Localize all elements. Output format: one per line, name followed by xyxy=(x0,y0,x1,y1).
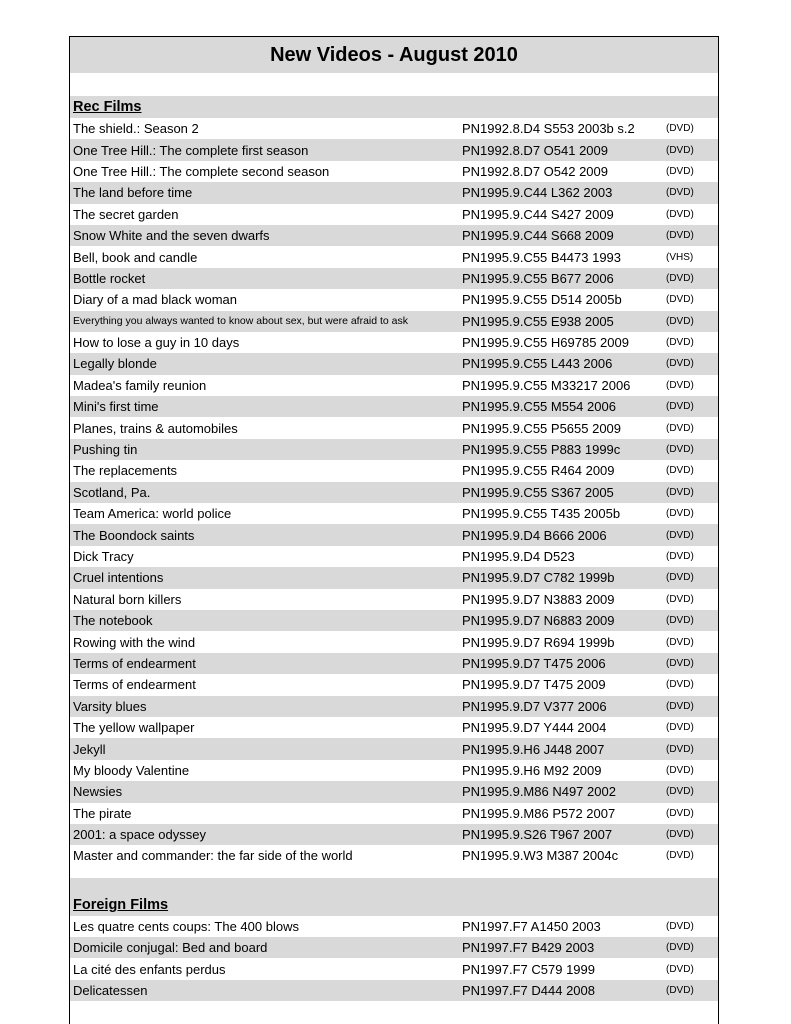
video-title: The replacements xyxy=(73,463,178,479)
call-number: PN1992.8.D7 O541 2009 xyxy=(462,142,608,158)
sections-container xyxy=(70,96,718,1001)
call-number: PN1995.9.C55 B677 2006 xyxy=(462,270,614,286)
format-label: (DVD) xyxy=(666,657,694,669)
call-number: PN1995.9.M86 P572 2007 xyxy=(462,805,616,821)
video-title: Everything you always wanted to know about sex, but were afraid to ask xyxy=(73,315,409,328)
call-number: PN1995.9.D7 R694 1999b xyxy=(462,634,615,650)
list-item xyxy=(70,738,718,759)
format-label: (DVD) xyxy=(666,722,694,734)
spacer-row xyxy=(70,867,718,878)
call-number: PN1992.8.D4 S553 2003b s.2 xyxy=(462,121,635,137)
list-item xyxy=(70,824,718,845)
video-title: Planes, trains & automobiles xyxy=(73,420,238,436)
video-title: Diary of a mad black woman xyxy=(73,292,238,308)
video-title: Newsies xyxy=(73,784,123,800)
call-number: PN1995.9.C55 L443 2006 xyxy=(462,356,613,372)
list-item xyxy=(70,696,718,717)
format-label: (DVD) xyxy=(666,165,694,177)
list-item xyxy=(70,760,718,781)
call-number: PN1995.9.C55 S367 2005 xyxy=(462,484,614,500)
video-title: Scotland, Pa. xyxy=(73,484,151,500)
format-label: (DVD) xyxy=(666,315,694,327)
format-label: (DVD) xyxy=(666,807,694,819)
spacer-row xyxy=(70,73,718,96)
video-title: Domicile conjugal: Bed and board xyxy=(73,940,268,956)
call-number: PN1995.9.C55 E938 2005 xyxy=(462,313,614,329)
format-label: (DVD) xyxy=(666,679,694,691)
format-label: (DVD) xyxy=(666,486,694,498)
list-item xyxy=(70,311,718,332)
video-title: The Boondock saints xyxy=(73,527,195,543)
call-number: PN1995.9.D7 V377 2006 xyxy=(462,698,607,714)
video-title: Cruel intentions xyxy=(73,570,164,586)
call-number: PN1995.9.D7 Y444 2004 xyxy=(462,720,607,736)
call-number: PN1995.9.H6 M92 2009 xyxy=(462,762,602,778)
format-label: (DVD) xyxy=(666,508,694,520)
video-title: Team America: world police xyxy=(73,506,232,522)
call-number: PN1995.9.D7 C782 1999b xyxy=(462,570,615,586)
call-number: PN1995.9.D7 T475 2006 xyxy=(462,655,606,671)
list-item xyxy=(70,225,718,246)
video-title: Les quatre cents coups: The 400 blows xyxy=(73,918,299,934)
list-item xyxy=(70,958,718,979)
video-title: Rowing with the wind xyxy=(73,634,196,650)
list-item xyxy=(70,417,718,438)
list-item xyxy=(70,332,718,353)
call-number: PN1995.9.C55 M554 2006 xyxy=(462,399,616,415)
list-item xyxy=(70,289,718,310)
call-number: PN1995.9.D7 N3883 2009 xyxy=(462,591,615,607)
video-title: 2001: a space odyssey xyxy=(73,827,206,843)
video-title: Bell, book and candle xyxy=(73,249,198,265)
video-title: The secret garden xyxy=(73,206,179,222)
video-title: La cité des enfants perdus xyxy=(73,961,226,977)
list-item xyxy=(70,610,718,631)
format-label: (DVD) xyxy=(666,942,694,954)
format-label: (DVD) xyxy=(666,850,694,862)
list-item xyxy=(70,803,718,824)
list-item xyxy=(70,845,718,866)
list-item xyxy=(70,589,718,610)
video-title: Master and commander: the far side of the world xyxy=(73,848,353,864)
call-number: PN1995.9.C55 T435 2005b xyxy=(462,506,621,522)
format-label: (VHS) xyxy=(666,251,694,263)
video-title: One Tree Hill.: The complete second season xyxy=(73,163,330,179)
video-title: Terms of endearment xyxy=(73,677,196,693)
list-item xyxy=(70,781,718,802)
list-item xyxy=(70,268,718,289)
call-number: PN1997.F7 A1450 2003 xyxy=(462,918,601,934)
format-label: (DVD) xyxy=(666,337,694,349)
format-label: (DVD) xyxy=(666,963,694,975)
list-item xyxy=(70,524,718,545)
call-number: PN1995.9.H6 J448 2007 xyxy=(462,741,605,757)
format-label: (DVD) xyxy=(666,272,694,284)
list-item xyxy=(70,460,718,481)
video-title: The pirate xyxy=(73,805,132,821)
call-number: PN1997.F7 B429 2003 xyxy=(462,940,595,956)
format-label: (DVD) xyxy=(666,615,694,627)
video-title: Bottle rocket xyxy=(73,270,146,286)
section-heading: Foreign Films xyxy=(73,896,169,913)
list-item xyxy=(70,139,718,160)
call-number: PN1995.9.D4 D523 xyxy=(462,549,575,564)
page-title: New Videos - August 2010 xyxy=(270,43,518,66)
call-number: PN1995.9.C44 S427 2009 xyxy=(462,206,614,222)
video-title: Jekyll xyxy=(73,741,106,757)
list-item xyxy=(70,503,718,524)
call-number: PN1995.9.C55 B4473 1993 xyxy=(462,249,622,265)
call-number: PN1995.9.D4 B666 2006 xyxy=(462,527,607,543)
list-item xyxy=(70,246,718,267)
format-label: (DVD) xyxy=(666,422,694,434)
list-item xyxy=(70,204,718,225)
format-label: (DVD) xyxy=(666,208,694,220)
format-label: (DVD) xyxy=(666,465,694,477)
list-item xyxy=(70,182,718,203)
list-item xyxy=(70,567,718,588)
call-number: PN1995.9.C44 L362 2003 xyxy=(462,185,613,201)
format-label: (DVD) xyxy=(666,920,694,932)
call-number: PN1995.9.C55 M33217 2006 xyxy=(462,377,631,393)
video-title: How to lose a guy in 10 days xyxy=(73,335,240,351)
format-label: (DVD) xyxy=(666,743,694,755)
video-title: Dick Tracy xyxy=(73,549,134,564)
call-number: PN1995.9.C44 S668 2009 xyxy=(462,228,614,244)
format-label: (DVD) xyxy=(666,230,694,242)
video-title: Natural born killers xyxy=(73,591,182,607)
call-number: PN1995.9.C55 R464 2009 xyxy=(462,463,615,479)
video-title: The yellow wallpaper xyxy=(73,720,195,736)
spacer-row xyxy=(70,878,718,894)
format-label: (DVD) xyxy=(666,144,694,156)
format-label: (DVD) xyxy=(666,786,694,798)
video-title: My bloody Valentine xyxy=(73,762,190,778)
list-item xyxy=(70,653,718,674)
call-number: PN1995.9.C55 P5655 2009 xyxy=(462,420,622,436)
video-title: Varsity blues xyxy=(73,698,147,714)
video-title: The shield.: Season 2 xyxy=(73,121,199,137)
call-number: PN1995.9.C55 H69785 2009 xyxy=(462,335,629,351)
format-label: (DVD) xyxy=(666,358,694,370)
list-item xyxy=(70,375,718,396)
format-label: (DVD) xyxy=(666,572,694,584)
video-title: Snow White and the seven dwarfs xyxy=(73,228,270,244)
list-item xyxy=(70,916,718,937)
call-number: PN1997.F7 D444 2008 xyxy=(462,983,595,999)
video-title: Terms of endearment xyxy=(73,655,196,671)
format-label: (DVD) xyxy=(666,379,694,391)
list-item xyxy=(70,546,718,567)
format-label: (DVD) xyxy=(666,123,694,135)
list-item xyxy=(70,980,718,1001)
list-item xyxy=(70,118,718,139)
call-number: PN1995.9.C55 D514 2005b xyxy=(462,292,622,308)
format-label: (DVD) xyxy=(666,294,694,306)
video-title: One Tree Hill.: The complete first season xyxy=(73,142,309,158)
list-item xyxy=(70,439,718,460)
page-title-row xyxy=(70,37,718,73)
format-label: (DVD) xyxy=(666,636,694,648)
call-number: PN1997.F7 C579 1999 xyxy=(462,961,595,977)
call-number: PN1992.8.D7 O542 2009 xyxy=(462,163,608,179)
video-title: The land before time xyxy=(73,185,193,201)
format-label: (DVD) xyxy=(666,985,694,997)
list-item xyxy=(70,937,718,958)
video-title: Delicatessen xyxy=(73,983,148,999)
format-label: (DVD) xyxy=(666,551,694,562)
call-number: PN1995.9.W3 M387 2004c xyxy=(462,848,619,864)
list-item xyxy=(70,717,718,738)
list-item xyxy=(70,396,718,417)
list-item xyxy=(70,631,718,652)
section-heading: Rec Films xyxy=(73,99,142,115)
list-item xyxy=(70,674,718,695)
video-title: Mini's first time xyxy=(73,399,159,415)
section-heading-row xyxy=(70,894,718,916)
format-label: (DVD) xyxy=(666,700,694,712)
call-number: PN1995.9.S26 T967 2007 xyxy=(462,827,613,843)
format-label: (DVD) xyxy=(666,187,694,199)
video-title: Legally blonde xyxy=(73,356,157,372)
video-title: Madea's family reunion xyxy=(73,377,207,393)
video-list-sheet xyxy=(69,36,719,1024)
call-number: PN1995.9.D7 N6883 2009 xyxy=(462,613,615,629)
call-number: PN1995.9.C55 P883 1999c xyxy=(462,442,621,458)
list-item xyxy=(70,161,718,182)
list-item xyxy=(70,353,718,374)
format-label: (DVD) xyxy=(666,529,694,541)
format-label: (DVD) xyxy=(666,764,694,776)
format-label: (DVD) xyxy=(666,401,694,413)
list-item xyxy=(70,482,718,503)
format-label: (DVD) xyxy=(666,829,694,841)
format-label: (DVD) xyxy=(666,593,694,605)
call-number: PN1995.9.D7 T475 2009 xyxy=(462,677,606,693)
section-heading-row xyxy=(70,96,718,118)
video-title: The notebook xyxy=(73,613,153,629)
format-label: (DVD) xyxy=(666,444,694,456)
call-number: PN1995.9.M86 N497 2002 xyxy=(462,784,616,800)
video-title: Pushing tin xyxy=(73,442,138,458)
